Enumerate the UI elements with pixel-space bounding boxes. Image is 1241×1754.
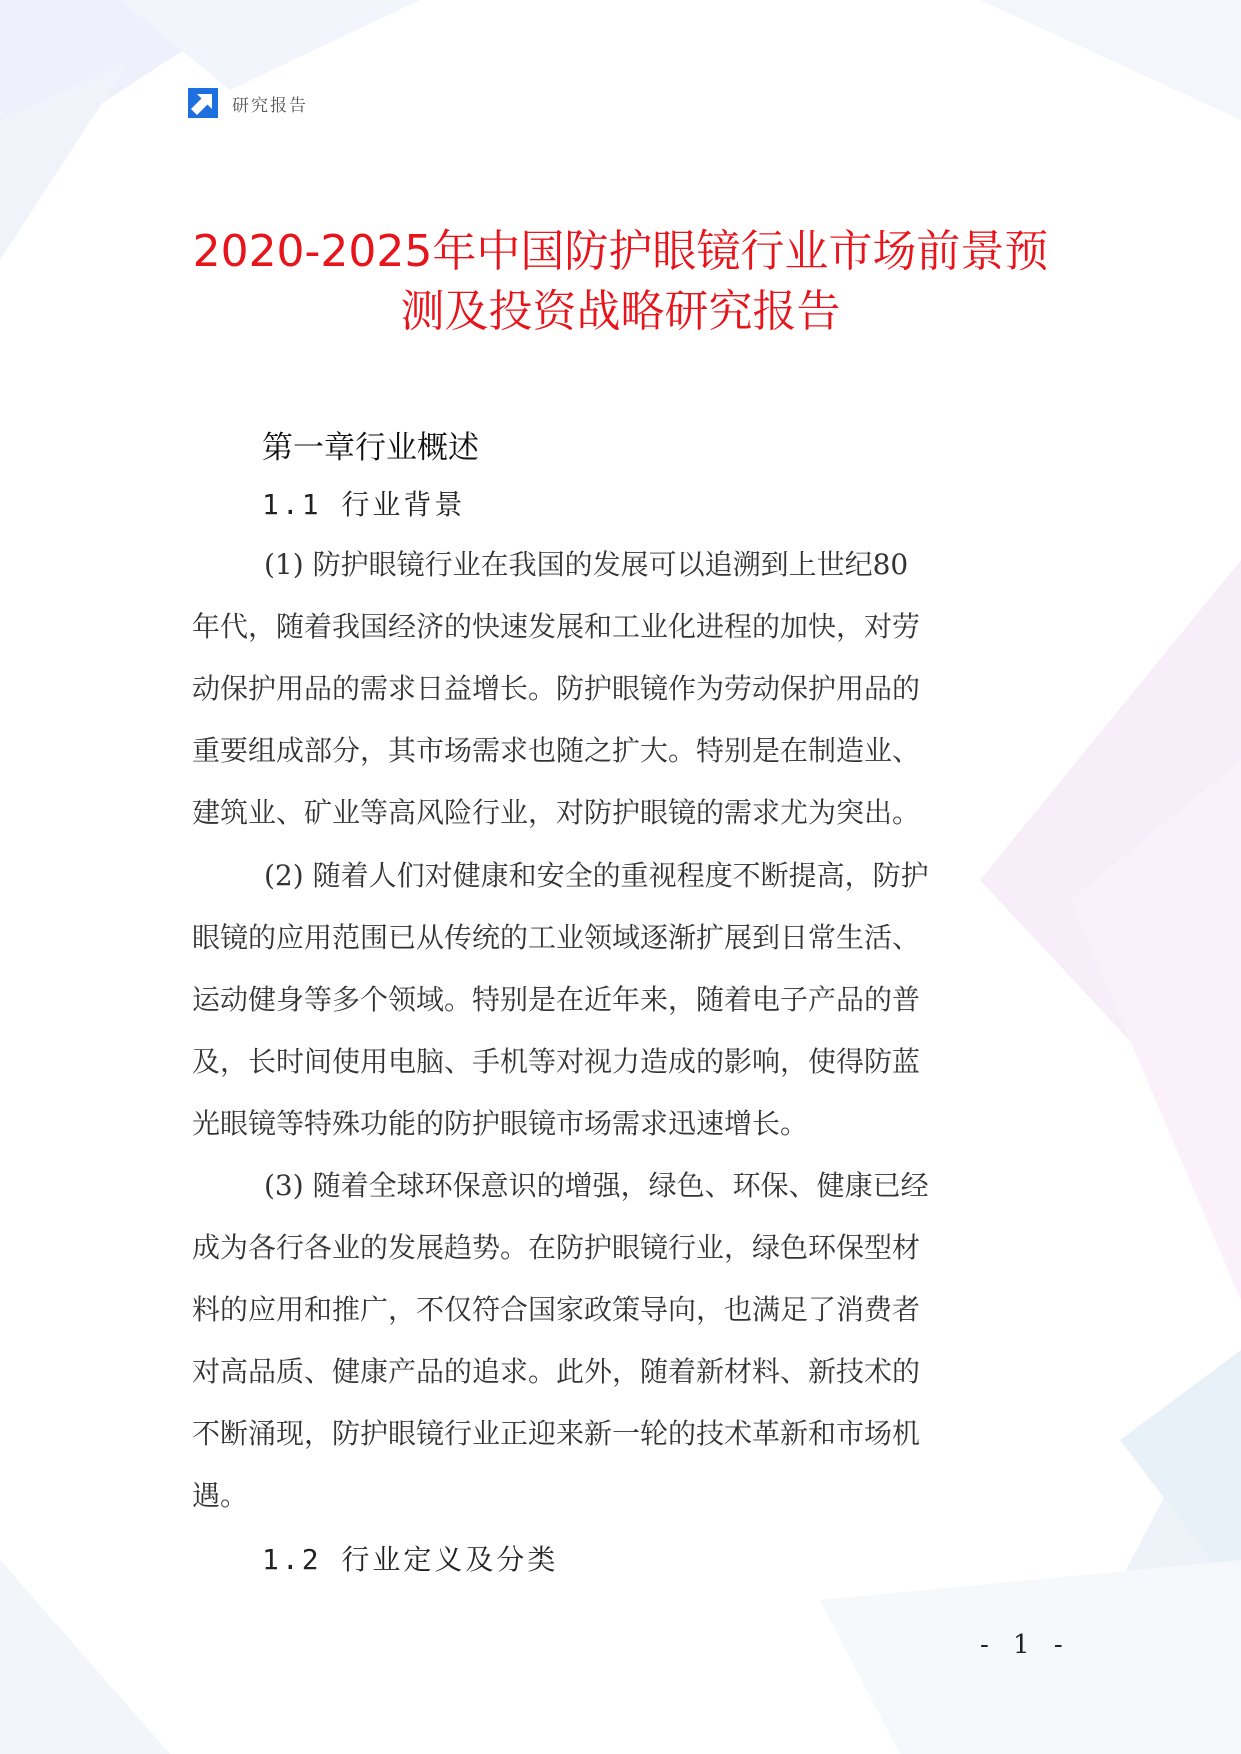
page-number: - 1 - <box>980 1630 1071 1660</box>
section-heading-1-2: 1.2 行业定义及分类 <box>262 1543 559 1576</box>
header-label: 研究报告 <box>232 95 308 116</box>
title-line-2: 测及投资战略研究报告 <box>400 286 841 337</box>
arrow-logo-icon <box>188 88 218 118</box>
paragraph-line: 遇。 <box>192 1479 249 1512</box>
paragraph-line: 重要组成部分，其市场需求也随之扩大。特别是在制造业、 <box>192 734 921 767</box>
paragraph-line: 成为各行各业的发展趋势。在防护眼镜行业，绿色环保型材 <box>192 1231 921 1264</box>
paragraph-line: 运动健身等多个领域。特别是在近年来，随着电子产品的普 <box>192 983 921 1016</box>
paragraph-line: 眼镜的应用范围已从传统的工业领域逐渐扩展到日常生活、 <box>192 921 921 954</box>
paragraph-3 <box>192 1155 1048 1527</box>
paragraph-line: (3) 随着全球环保意识的增强，绿色、环保、健康已经 <box>264 1169 929 1202</box>
paragraph-line: 及，长时间使用电脑、手机等对视力造成的影响，使得防蓝 <box>192 1045 921 1078</box>
paragraph-line: 建筑业、矿业等高风险行业，对防护眼镜的需求尤为突出。 <box>192 796 921 829</box>
paragraph-line: 光眼镜等特殊功能的防护眼镜市场需求迅速增长。 <box>192 1107 809 1140</box>
paragraph-line: 料的应用和推广，不仅符合国家政策导向，也满足了消费者 <box>192 1293 921 1326</box>
paragraph-line: 动保护用品的需求日益增长。防护眼镜作为劳动保护用品的 <box>192 672 921 705</box>
paragraph-line: (2) 随着人们对健康和安全的重视程度不断提高，防护 <box>264 859 929 892</box>
paragraph-line: 年代，随着我国经济的快速发展和工业化进程的加快，对劳 <box>192 610 921 643</box>
paragraph-1 <box>192 534 1048 844</box>
paragraph-2 <box>192 845 1048 1155</box>
section-heading-1-1: 1.1 行业背景 <box>262 488 466 521</box>
paragraph-line: 不断涌现，防护眼镜行业正迎来新一轮的技术革新和市场机 <box>192 1417 921 1450</box>
report-title <box>150 222 1091 342</box>
report-header <box>188 88 308 118</box>
chapter-heading: 第一章行业概述 <box>262 430 479 466</box>
paragraph-line: (1) 防护眼镜行业在我国的发展可以追溯到上世纪80 <box>264 548 909 581</box>
title-line-1: 2020-2025年中国防护眼镜行业市场前景预 <box>192 226 1049 277</box>
paragraph-line: 对高品质、健康产品的追求。此外，随着新材料、新技术的 <box>192 1355 921 1388</box>
